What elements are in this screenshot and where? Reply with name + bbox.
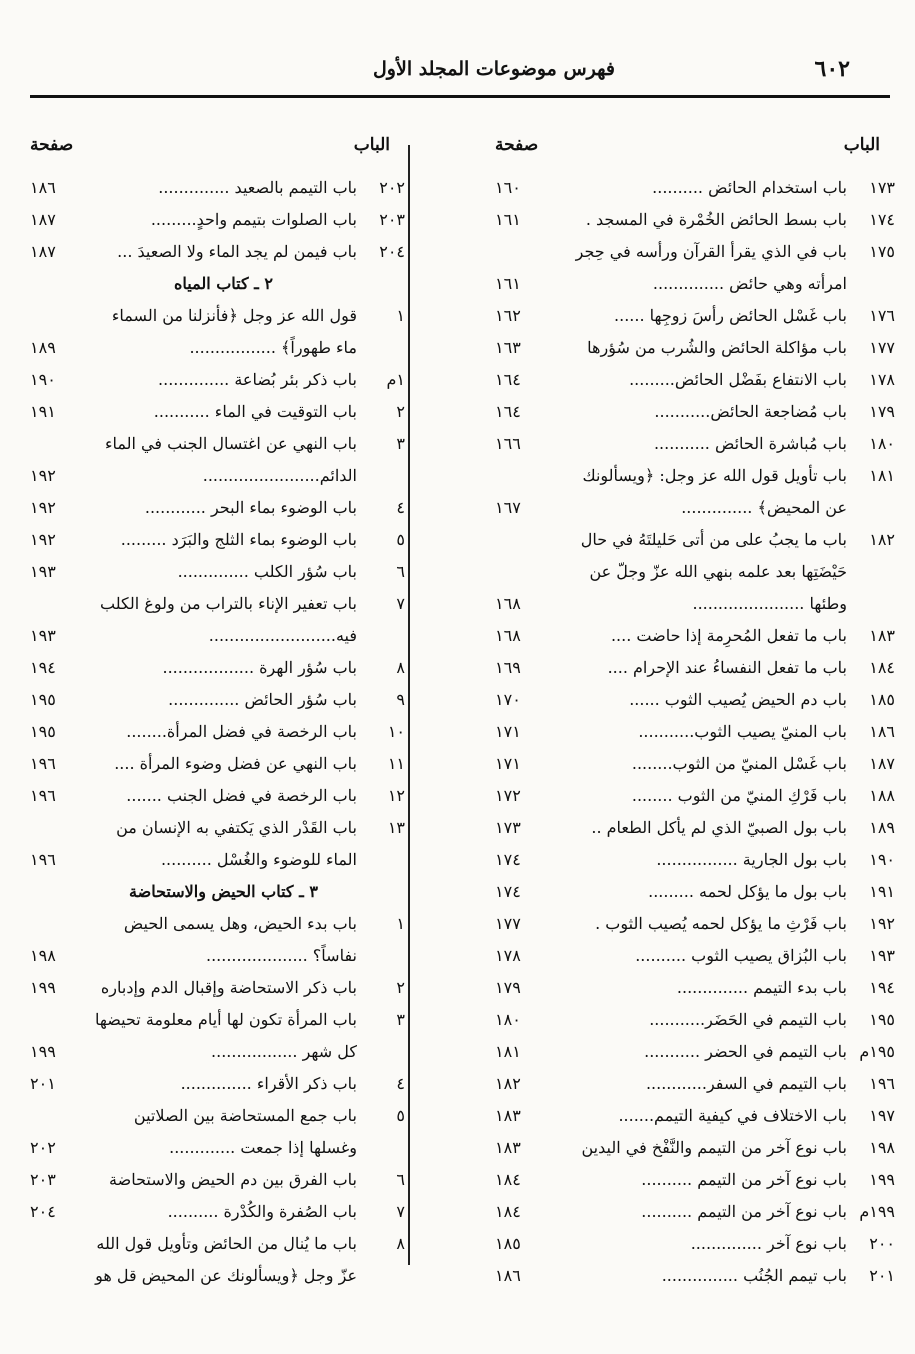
index-entry xyxy=(30,300,405,332)
index-entry xyxy=(495,236,895,268)
index-entry xyxy=(30,1228,405,1260)
index-entry xyxy=(495,588,895,620)
entry-title: باب المنيّ يصيب الثوب........... xyxy=(638,722,847,741)
index-entry xyxy=(495,396,895,428)
entry-title: باب دم الحيض يُصيب الثوب ...... xyxy=(629,690,847,709)
index-entry xyxy=(30,332,405,364)
index-entry xyxy=(30,1196,405,1228)
index-entry xyxy=(495,1228,895,1260)
index-entry xyxy=(30,172,405,204)
entry-title: قول الله عز وجل ﴿فأنزلنا من السماء xyxy=(111,306,357,325)
entry-number: ١٨٧ xyxy=(869,754,895,773)
entry-title: باب الانتفاع بفَضْل الحائض......... xyxy=(629,370,847,389)
entry-title: باب مُضاجعة الحائض........... xyxy=(654,402,847,421)
entry-number: ١٨٥ xyxy=(869,690,895,709)
entry-title: باب الرخصة في فضل المرأة........ xyxy=(126,722,357,741)
entry-page: ١٨٥ xyxy=(495,1234,521,1253)
entry-page: ١٩٦ xyxy=(30,786,56,805)
entry-number: ٩ xyxy=(396,690,405,709)
index-entry xyxy=(30,1036,405,1068)
entry-title: باب الصُفرة والكُدْرة .......... xyxy=(167,1202,357,1221)
entry-number: ١٧٩ xyxy=(869,402,895,421)
entry-page: ١٨٣ xyxy=(495,1138,521,1157)
page-number: ٦٠٢ xyxy=(814,56,850,82)
entry-page: ١٨٣ xyxy=(495,1106,521,1125)
left-rows xyxy=(30,172,405,1292)
entry-page: ١٩٩ xyxy=(30,978,56,997)
entry-title: باب نوع آخر من التيمم .......... xyxy=(641,1170,847,1189)
entry-title: باب الاختلاف في كيفية التيمم....... xyxy=(618,1106,847,1125)
entry-page: ١٨٢ xyxy=(495,1074,521,1093)
entry-page: ١٩٢ xyxy=(30,466,56,485)
index-entry xyxy=(495,940,895,972)
entry-title: باب تأويل قول الله عز وجل: ﴿ويسألونك xyxy=(582,466,847,485)
entry-number: ٢٠١ xyxy=(869,1266,895,1285)
right-column-head xyxy=(495,130,895,172)
section-heading xyxy=(30,268,405,300)
entry-number: ٣ xyxy=(396,1010,405,1029)
index-entry xyxy=(30,428,405,460)
entry-page: ١٦٨ xyxy=(495,594,521,613)
index-entry xyxy=(30,844,405,876)
entry-number: ١٨٠ xyxy=(869,434,895,453)
entry-page: ١٩٣ xyxy=(30,562,56,581)
entry-number: ١٩٥م xyxy=(859,1042,895,1061)
entry-title: باب بدء التيمم .............. xyxy=(676,978,847,997)
entry-number: ١٩٠ xyxy=(869,850,895,869)
index-entry xyxy=(495,332,895,364)
entry-number: ١٧٨ xyxy=(869,370,895,389)
entry-number: ٥ xyxy=(396,1106,405,1125)
header-rule xyxy=(30,95,890,98)
entry-number: ٣ xyxy=(396,434,405,453)
column-head-bab: الباب xyxy=(353,135,390,155)
entry-page: ١٦١ xyxy=(495,210,521,229)
index-entry xyxy=(495,1068,895,1100)
index-entry xyxy=(30,524,405,556)
index-entry xyxy=(495,1196,895,1228)
entry-title: باب الصلوات بتيمم واحدٍ......... xyxy=(150,210,357,229)
entry-page: ١٧١ xyxy=(495,754,521,773)
entry-page: ١٧٤ xyxy=(495,882,521,901)
entry-page: ١٧٤ xyxy=(495,850,521,869)
index-entry xyxy=(495,204,895,236)
index-entry xyxy=(30,204,405,236)
entry-number: ٢٠٤ xyxy=(379,242,405,261)
index-entry xyxy=(495,844,895,876)
entry-number: ٧ xyxy=(396,594,405,613)
entry-number: ١٨١ xyxy=(869,466,895,485)
entry-number: ١٨٩ xyxy=(869,818,895,837)
entry-number: ٦ xyxy=(396,562,405,581)
entry-title: باب القَدْر الذي يَكتفي به الإنسان من xyxy=(116,818,357,837)
entry-page: ١٩٥ xyxy=(30,690,56,709)
entry-number: ١٧٤ xyxy=(869,210,895,229)
entry-number: ١٠ xyxy=(387,722,405,741)
entry-title: باب مؤاكلة الحائض والشُرب من سُؤرها xyxy=(587,338,847,357)
entry-page: ١٦٤ xyxy=(495,402,521,421)
entry-title: باب الفرق بين دم الحيض والاستحاضة xyxy=(109,1170,357,1189)
entry-number: ٧ xyxy=(396,1202,405,1221)
entry-number: ٦ xyxy=(396,1170,405,1189)
entry-number: ١ xyxy=(396,306,405,325)
entry-number: ١٨٣ xyxy=(869,626,895,645)
entry-page: ١٦٢ xyxy=(495,306,521,325)
entry-title: باب ذكر بئر بُضاعة .............. xyxy=(158,370,357,389)
entry-page: ١٦٣ xyxy=(495,338,521,357)
entry-title: ماء طهوراً﴾ ................. xyxy=(189,338,357,357)
column-divider xyxy=(408,145,410,1265)
entry-page: ١٧٠ xyxy=(495,690,521,709)
entry-page: ١٧٩ xyxy=(495,978,521,997)
index-entry xyxy=(495,460,895,492)
index-entry xyxy=(30,1100,405,1132)
index-entry xyxy=(495,268,895,300)
entry-title: وغسلها إذا جمعت ............. xyxy=(169,1138,357,1157)
entry-title: باب في الذي يقرأ القرآن ورأسه في حِجر xyxy=(575,242,847,261)
entry-title: باب بول الجارية ................ xyxy=(656,850,847,869)
index-entry xyxy=(30,716,405,748)
entry-number: ٤ xyxy=(396,1074,405,1093)
index-entry xyxy=(30,652,405,684)
entry-title: باب تيمم الجُنُب ............... xyxy=(661,1266,847,1285)
index-entry xyxy=(495,428,895,460)
entry-title: باب بسط الحائض الخُمْرة في المسجد . xyxy=(585,210,847,229)
index-entry xyxy=(30,684,405,716)
entry-title: باب غَسْل المنيّ من الثوب........ xyxy=(631,754,847,773)
entry-title: باب التيمم في السفر............ xyxy=(645,1074,847,1093)
entry-title: الماء للوضوء والغُسْل .......... xyxy=(160,850,357,869)
entry-number: ١٧٧ xyxy=(869,338,895,357)
entry-title: باب بول ما يؤكل لحمه ......... xyxy=(648,882,847,901)
entry-title: باب التيمم في الحضر ........... xyxy=(644,1042,847,1061)
entry-page: ١٦١ xyxy=(495,274,521,293)
entry-number: ٢٠٠ xyxy=(869,1234,895,1253)
entry-title: باب التيمم في الحَضَر........... xyxy=(649,1010,847,1029)
index-entry xyxy=(30,780,405,812)
index-entry xyxy=(495,1100,895,1132)
entry-title: باب ما يجبُ على من أتى حَليلتَهُ في حال xyxy=(580,530,847,549)
entry-title: باب فَرْكِ المنيّ من الثوب ........ xyxy=(631,786,847,805)
entry-title: باب البُزاق يصيب الثوب .......... xyxy=(635,946,847,965)
index-entry xyxy=(30,1260,405,1292)
running-title: فهرس موضوعات المجلد الأول xyxy=(373,58,615,80)
entry-title: باب التوقيت في الماء ........... xyxy=(153,402,357,421)
index-entry xyxy=(495,780,895,812)
entry-title: وطئها ...................... xyxy=(692,594,847,613)
entry-number: ٥ xyxy=(396,530,405,549)
entry-title: ٢ ـ كتاب المياه xyxy=(173,274,274,293)
entry-number: ١٩٩ xyxy=(869,1170,895,1189)
entry-page: ١٩٢ xyxy=(30,530,56,549)
entry-number: ١٨٦ xyxy=(869,722,895,741)
entry-number: ٤ xyxy=(396,498,405,517)
entry-title: باب سُؤر الهرة .................. xyxy=(162,658,357,677)
entry-title: باب ما تفعل النفساءُ عند الإحرام .... xyxy=(607,658,847,677)
index-entry xyxy=(30,460,405,492)
entry-title: باب ذكر الأقراء .............. xyxy=(180,1074,357,1093)
entry-page: ١٨١ xyxy=(495,1042,521,1061)
entry-page: ١٧٣ xyxy=(495,818,521,837)
entry-title: باب فيمن لم يجد الماء ولا الصعيدَ ... xyxy=(117,242,357,261)
index-entry xyxy=(495,1036,895,1068)
entry-page: ١٧١ xyxy=(495,722,521,741)
entry-title: باب سُؤر الحائض .............. xyxy=(168,690,357,709)
entry-number: ١٩٥ xyxy=(869,1010,895,1029)
entry-page: ١٩٤ xyxy=(30,658,56,677)
entry-number: ١٧٣ xyxy=(869,178,895,197)
index-entry xyxy=(495,1004,895,1036)
index-entry xyxy=(30,1132,405,1164)
entry-number: ١ xyxy=(396,914,405,933)
entry-number: ١٨٢ xyxy=(869,530,895,549)
index-entry xyxy=(495,556,895,588)
entry-page: ١٨٠ xyxy=(495,1010,521,1029)
entry-title: عزّ وجل ﴿ويسألونك عن المحيض قل هو xyxy=(95,1266,357,1285)
entry-page: ١٧٢ xyxy=(495,786,521,805)
entry-title: باب ما تفعل المُحرِمة إذا حاضت .... xyxy=(610,626,847,645)
entry-title: حَيْضَتِها بعد علمه بنهي الله عزّ وجلّ عن xyxy=(589,562,847,581)
entry-title: باب الوضوء بماء البحر ............ xyxy=(144,498,357,517)
index-entry xyxy=(495,172,895,204)
index-entry xyxy=(495,812,895,844)
index-entry xyxy=(30,1164,405,1196)
entry-page: ١٦٧ xyxy=(495,498,521,517)
entry-title: باب الوضوء بماء الثلج والبَرَد ......... xyxy=(120,530,357,549)
entry-title: باب نوع آخر .............. xyxy=(690,1234,847,1253)
entry-title: باب مُباشرة الحائض ........... xyxy=(653,434,847,453)
entry-page: ١٩٠ xyxy=(30,370,56,389)
index-entry xyxy=(495,300,895,332)
index-entry xyxy=(495,908,895,940)
entry-title: باب النهي عن فضل وضوء المرأة .... xyxy=(114,754,357,773)
entry-title: باب الرخصة في فضل الجنب ....... xyxy=(126,786,357,805)
entry-title: عن المحيض﴾ .............. xyxy=(681,498,847,517)
entry-title: ٣ ـ كتاب الحيض والاستحاضة xyxy=(129,882,318,901)
index-entry xyxy=(30,940,405,972)
entry-page: ١٨٤ xyxy=(495,1202,521,1221)
index-entry xyxy=(495,972,895,1004)
entry-page: ١٧٨ xyxy=(495,946,521,965)
entry-page: ١٦٤ xyxy=(495,370,521,389)
index-entry xyxy=(495,492,895,524)
index-entry xyxy=(495,748,895,780)
index-entry xyxy=(495,364,895,396)
entry-title: باب بول الصبيّ الذي لم يأكل الطعام .. xyxy=(591,818,847,837)
entry-title: باب نوع آخر من التيمم .......... xyxy=(641,1202,847,1221)
entry-title: باب غَسْل الحائض رأسَ زوجِها ...... xyxy=(614,306,847,325)
entry-page: ١٩٦ xyxy=(30,850,56,869)
entry-page: ١٩١ xyxy=(30,402,56,421)
entry-page: ١٨٤ xyxy=(495,1170,521,1189)
index-entry xyxy=(495,620,895,652)
index-entry xyxy=(495,1260,895,1292)
index-entry xyxy=(495,876,895,908)
entry-number: ١٩٩م xyxy=(859,1202,895,1221)
left-column-head xyxy=(30,130,405,172)
index-entry xyxy=(495,1164,895,1196)
entry-number: ١٩٤ xyxy=(869,978,895,997)
index-entry xyxy=(495,716,895,748)
entry-title: باب سُؤر الكلب .............. xyxy=(177,562,357,581)
entry-title: باب بدء الحيض، وهل يسمى الحيض xyxy=(123,914,357,933)
entry-number: ١٩٧ xyxy=(869,1106,895,1125)
entry-page: ١٩٨ xyxy=(30,946,56,965)
index-entry xyxy=(495,1132,895,1164)
entry-number: ١٧٥ xyxy=(869,242,895,261)
entry-number: ١٩٨ xyxy=(869,1138,895,1157)
index-entry xyxy=(30,1068,405,1100)
entry-number: ٢ xyxy=(396,402,405,421)
page-header xyxy=(30,48,880,96)
entry-page: ١٨٩ xyxy=(30,338,56,357)
entry-number: ١٩٢ xyxy=(869,914,895,933)
entry-page: ١٨٦ xyxy=(495,1266,521,1285)
entry-page: ١٩٩ xyxy=(30,1042,56,1061)
entry-page: ١٩٢ xyxy=(30,498,56,517)
entry-number: ١١ xyxy=(387,754,405,773)
index-entry xyxy=(30,492,405,524)
index-entry xyxy=(495,524,895,556)
entry-number: ١٧٦ xyxy=(869,306,895,325)
entry-title: باب ذكر الاستحاضة وإقبال الدم وإدباره xyxy=(100,978,357,997)
entry-page: ٢٠٤ xyxy=(30,1202,56,1221)
entry-title: باب فَرْثِ ما يؤكل لحمه يُصيب الثوب . xyxy=(595,914,847,933)
entry-page: ١٨٧ xyxy=(30,210,56,229)
entry-number: ١٩٣ xyxy=(869,946,895,965)
index-entry xyxy=(30,556,405,588)
column-head-page: صفحة xyxy=(30,135,74,155)
index-entry xyxy=(30,908,405,940)
entry-title: باب استخدام الحائض .......... xyxy=(652,178,847,197)
entry-title: باب المرأة تكون لها أيام معلومة تحيضها xyxy=(95,1010,357,1029)
entry-title: باب تعفير الإناء بالتراب من ولوغ الكلب xyxy=(100,594,357,613)
index-entry xyxy=(30,748,405,780)
index-entry xyxy=(30,620,405,652)
entry-title: باب النهي عن اغتسال الجنب في الماء xyxy=(104,434,357,453)
column-head-bab: الباب xyxy=(843,135,880,155)
entry-title: كل شهر ................. xyxy=(211,1042,357,1061)
entry-number: ٨ xyxy=(396,1234,405,1253)
entry-page: ١٦٨ xyxy=(495,626,521,645)
index-entry xyxy=(30,1004,405,1036)
entry-number: ١م xyxy=(386,370,405,389)
index-entry xyxy=(30,236,405,268)
entry-number: ٢ xyxy=(396,978,405,997)
entry-number: ١٩١ xyxy=(869,882,895,901)
entry-title: باب جمع المستحاضة بين الصلاتين xyxy=(133,1106,357,1125)
entry-title: باب التيمم بالصعيد .............. xyxy=(158,178,357,197)
entry-page: ١٦٩ xyxy=(495,658,521,677)
entry-number: ١٨٤ xyxy=(869,658,895,677)
left-column xyxy=(30,130,405,1292)
entry-page: ٢٠٣ xyxy=(30,1170,56,1189)
entry-page: ١٩٦ xyxy=(30,754,56,773)
entry-page: ١٨٧ xyxy=(30,242,56,261)
entry-title: الدائم....................... xyxy=(202,466,357,485)
entry-page: ١٦٠ xyxy=(495,178,521,197)
entry-title: نفاساً؟ .................... xyxy=(206,946,357,965)
column-head-page: صفحة xyxy=(495,135,539,155)
index-entry xyxy=(495,684,895,716)
entry-number: ١٩٦ xyxy=(869,1074,895,1093)
index-entry xyxy=(495,652,895,684)
entry-number: ١٨٨ xyxy=(869,786,895,805)
index-entry xyxy=(30,972,405,1004)
index-entry xyxy=(30,588,405,620)
section-heading xyxy=(30,876,405,908)
entry-page: ١٦٦ xyxy=(495,434,521,453)
entry-title: امرأته وهي حائض .............. xyxy=(652,274,847,293)
entry-page: ١٩٥ xyxy=(30,722,56,741)
entry-number: ٢٠٢ xyxy=(379,178,405,197)
entry-title: فيه......................... xyxy=(208,626,357,645)
index-entry xyxy=(30,396,405,428)
entry-title: باب ما يُنال من الحائض وتأويل قول الله xyxy=(96,1234,357,1253)
entry-page: ٢٠١ xyxy=(30,1074,56,1093)
entry-page: ١٨٦ xyxy=(30,178,56,197)
entry-page: ١٩٣ xyxy=(30,626,56,645)
entry-title: باب نوع آخر من التيمم والنَّفْخ في اليدين xyxy=(581,1138,847,1157)
entry-number: ٢٠٣ xyxy=(379,210,405,229)
right-column xyxy=(495,130,895,1292)
right-rows xyxy=(495,172,895,1292)
entry-number: ٨ xyxy=(396,658,405,677)
entry-page: ٢٠٢ xyxy=(30,1138,56,1157)
index-entry xyxy=(30,812,405,844)
entry-number: ١٣ xyxy=(387,818,405,837)
entry-page: ١٧٧ xyxy=(495,914,521,933)
index-entry xyxy=(30,364,405,396)
entry-number: ١٢ xyxy=(387,786,405,805)
